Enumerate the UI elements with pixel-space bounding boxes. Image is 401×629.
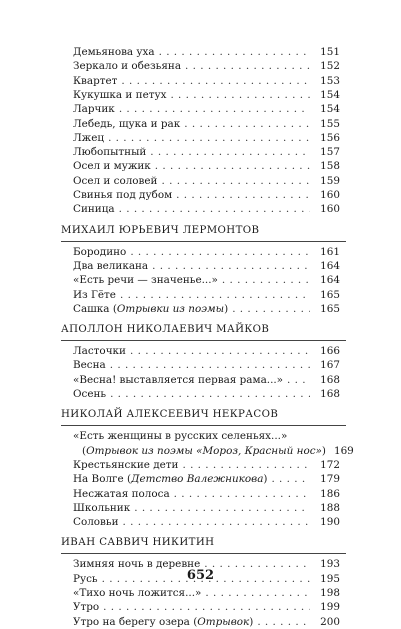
entry-page-number: 172 bbox=[320, 458, 340, 471]
entry-title: Осень bbox=[73, 388, 107, 400]
entry-page-number: 165 bbox=[320, 288, 340, 301]
dot-leader bbox=[119, 203, 310, 216]
toc-entry[interactable] bbox=[0, 189, 401, 202]
toc-entry[interactable] bbox=[0, 345, 401, 358]
section-divider bbox=[61, 425, 346, 426]
author-heading: МИХАИЛ ЮРЬЕВИЧ ЛЕРМОНТОВ bbox=[61, 224, 260, 236]
entry-title: Ларчик bbox=[73, 103, 115, 116]
toc-entry[interactable] bbox=[0, 132, 401, 145]
toc-entry[interactable] bbox=[0, 46, 401, 59]
toc-entry[interactable] bbox=[0, 103, 401, 116]
toc-entry[interactable] bbox=[0, 118, 401, 131]
dot-leader bbox=[155, 160, 310, 173]
toc-entry[interactable] bbox=[0, 359, 401, 372]
dot-leader bbox=[120, 289, 310, 302]
entry-page-number: 168 bbox=[320, 388, 340, 400]
entry-page-number: 190 bbox=[320, 516, 340, 529]
toc-entry[interactable] bbox=[0, 260, 401, 273]
entry-title: Свинья под дубом bbox=[73, 189, 173, 201]
toc-entry[interactable] bbox=[0, 246, 401, 259]
entry-page-number: 154 bbox=[320, 103, 340, 116]
toc-entry[interactable] bbox=[0, 488, 401, 501]
dot-leader bbox=[134, 502, 310, 515]
entry-title: Сашка (Отрывки из поэмы) bbox=[73, 302, 229, 315]
section-divider bbox=[61, 553, 346, 554]
entry-title: Из Гёте bbox=[73, 288, 116, 301]
toc-entry[interactable] bbox=[0, 89, 401, 102]
entry-title: На Волге (Детство Валежникова) bbox=[73, 473, 268, 486]
toc-entry[interactable] bbox=[0, 75, 401, 88]
dot-leader bbox=[176, 189, 310, 202]
toc-entry[interactable] bbox=[0, 303, 401, 316]
entry-page-number: 154 bbox=[320, 88, 340, 101]
entry-title: Утро bbox=[73, 601, 100, 614]
entry-page-number: 164 bbox=[320, 259, 340, 272]
entry-page-number: 164 bbox=[320, 274, 340, 287]
dot-leader bbox=[121, 75, 310, 88]
entry-title: Бородино bbox=[73, 245, 127, 258]
toc-entry[interactable] bbox=[0, 374, 401, 387]
entry-page-number: 179 bbox=[320, 473, 340, 486]
dot-leader bbox=[287, 374, 310, 387]
dot-leader bbox=[103, 601, 310, 614]
entry-page-number: 186 bbox=[320, 487, 340, 500]
entry-page-number: 168 bbox=[320, 373, 340, 386]
entry-title: Лжец bbox=[73, 131, 105, 144]
toc-entry-continuation[interactable] bbox=[0, 445, 401, 458]
toc-entry[interactable] bbox=[0, 160, 401, 173]
entry-title: Школьник bbox=[73, 501, 131, 514]
dot-leader bbox=[271, 473, 310, 486]
entry-page-number: 161 bbox=[320, 245, 340, 258]
dot-leader bbox=[108, 132, 310, 145]
author-heading: ИВАН САВВИЧ НИКИТИН bbox=[61, 537, 215, 549]
entry-page-number: 200 bbox=[320, 615, 340, 628]
entry-page-number: 157 bbox=[320, 146, 340, 159]
toc-entry[interactable] bbox=[0, 430, 401, 443]
title-italic-part: Отрывок из поэмы «Мороз, Красный нос» bbox=[86, 444, 322, 457]
toc-entry[interactable] bbox=[0, 516, 401, 529]
entry-title: Кукушка и петух bbox=[73, 88, 167, 101]
dot-leader bbox=[182, 459, 310, 472]
dot-leader bbox=[170, 89, 310, 102]
dot-leader bbox=[161, 175, 310, 188]
toc-entry[interactable] bbox=[0, 175, 401, 188]
dot-leader bbox=[184, 118, 310, 131]
toc-entry[interactable] bbox=[0, 616, 401, 629]
dot-leader bbox=[110, 388, 310, 401]
entry-title: «Есть женщины в русских селеньях...» bbox=[73, 430, 288, 443]
entry-title: Любопытный bbox=[73, 146, 147, 159]
entry-page-number: 152 bbox=[320, 60, 340, 73]
entry-title: Лебедь, щука и рак bbox=[73, 117, 181, 130]
entry-page-number: 155 bbox=[320, 117, 340, 130]
entry-title: Весна bbox=[73, 359, 106, 372]
entry-title: Синица bbox=[73, 203, 115, 216]
toc-entry[interactable] bbox=[0, 289, 401, 302]
entry-page-number: 193 bbox=[320, 558, 340, 571]
dot-leader bbox=[159, 46, 310, 59]
toc-entry[interactable] bbox=[0, 587, 401, 600]
entry-page-number: 158 bbox=[320, 160, 340, 173]
author-heading: АПОЛЛОН НИКОЛАЕВИЧ МАЙКОВ bbox=[61, 324, 270, 336]
dot-leader bbox=[185, 60, 310, 73]
entry-title: Крестьянские дети bbox=[73, 458, 179, 471]
title-italic-part: Детство Валежникова bbox=[131, 473, 264, 486]
dot-leader bbox=[222, 274, 310, 287]
entry-page-number: 167 bbox=[320, 359, 340, 372]
toc-entry[interactable] bbox=[0, 388, 401, 401]
entry-title: Ласточки bbox=[73, 345, 126, 358]
dot-leader bbox=[110, 359, 310, 372]
entry-page-number: 166 bbox=[320, 345, 340, 358]
entry-title: Зимняя ночь в деревне bbox=[73, 558, 201, 571]
entry-title: «Тихо ночь ложится...» bbox=[73, 587, 202, 599]
entry-continuation: (Отрывок из поэмы «Мороз, Красный нос») bbox=[82, 444, 326, 457]
entry-title: Осел и соловей bbox=[73, 174, 158, 187]
dot-leader bbox=[174, 488, 310, 501]
title-italic-part: Отрывок bbox=[197, 615, 250, 628]
entry-title: Утро на берегу озера (Отрывок) bbox=[73, 615, 254, 628]
entry-title: Демьянова уха bbox=[73, 46, 155, 58]
page-number: 652 bbox=[186, 568, 215, 583]
entry-page-number: 159 bbox=[320, 174, 340, 187]
toc-entry[interactable] bbox=[0, 473, 401, 486]
entry-page-number: 195 bbox=[320, 572, 340, 585]
toc-entry[interactable] bbox=[0, 60, 401, 73]
entry-page-number: 153 bbox=[320, 74, 340, 87]
entry-title: «Есть речи — значенье...» bbox=[73, 274, 218, 287]
dot-leader bbox=[123, 516, 311, 529]
dot-leader bbox=[150, 146, 310, 159]
toc-entry[interactable] bbox=[0, 601, 401, 614]
entry-title: Квартет bbox=[73, 74, 118, 87]
entry-page-number: 188 bbox=[320, 501, 340, 514]
toc-entry[interactable] bbox=[0, 459, 401, 472]
toc-entry[interactable] bbox=[0, 146, 401, 159]
entry-page-number: 165 bbox=[320, 302, 340, 315]
section-divider bbox=[61, 340, 346, 341]
entry-title: Два великана bbox=[73, 259, 149, 272]
entry-page-number: 160 bbox=[320, 189, 340, 201]
dot-leader bbox=[130, 246, 310, 259]
entry-page-number: 151 bbox=[320, 46, 340, 58]
author-heading: НИКОЛАЙ АЛЕКСЕЕВИЧ НЕКРАСОВ bbox=[61, 409, 279, 421]
entry-page-number: 199 bbox=[320, 601, 340, 614]
dot-leader bbox=[130, 345, 310, 358]
toc-entry[interactable] bbox=[0, 274, 401, 287]
entry-title: Русь bbox=[73, 572, 98, 585]
entry-title: «Весна! выставляется первая рама...» bbox=[73, 373, 284, 386]
toc-entry[interactable] bbox=[0, 203, 401, 216]
dot-leader bbox=[152, 260, 310, 273]
title-italic-part: Отрывки из поэмы bbox=[116, 302, 225, 315]
entry-title: Несжатая полоса bbox=[73, 487, 170, 500]
entry-title: Зеркало и обезьяна bbox=[73, 60, 182, 73]
entry-title: Соловьи bbox=[73, 516, 119, 529]
dot-leader bbox=[257, 616, 310, 629]
entry-page-number: 160 bbox=[320, 203, 340, 216]
dot-leader bbox=[119, 103, 310, 116]
dot-leader bbox=[232, 303, 310, 316]
entry-title: Осел и мужик bbox=[73, 160, 151, 173]
dot-leader bbox=[205, 587, 310, 600]
entry-page-number: 156 bbox=[320, 131, 340, 144]
entry-page-number: 169 bbox=[333, 444, 354, 457]
section-divider bbox=[61, 241, 346, 242]
entry-page-number: 198 bbox=[320, 587, 340, 599]
toc-entry[interactable] bbox=[0, 502, 401, 515]
